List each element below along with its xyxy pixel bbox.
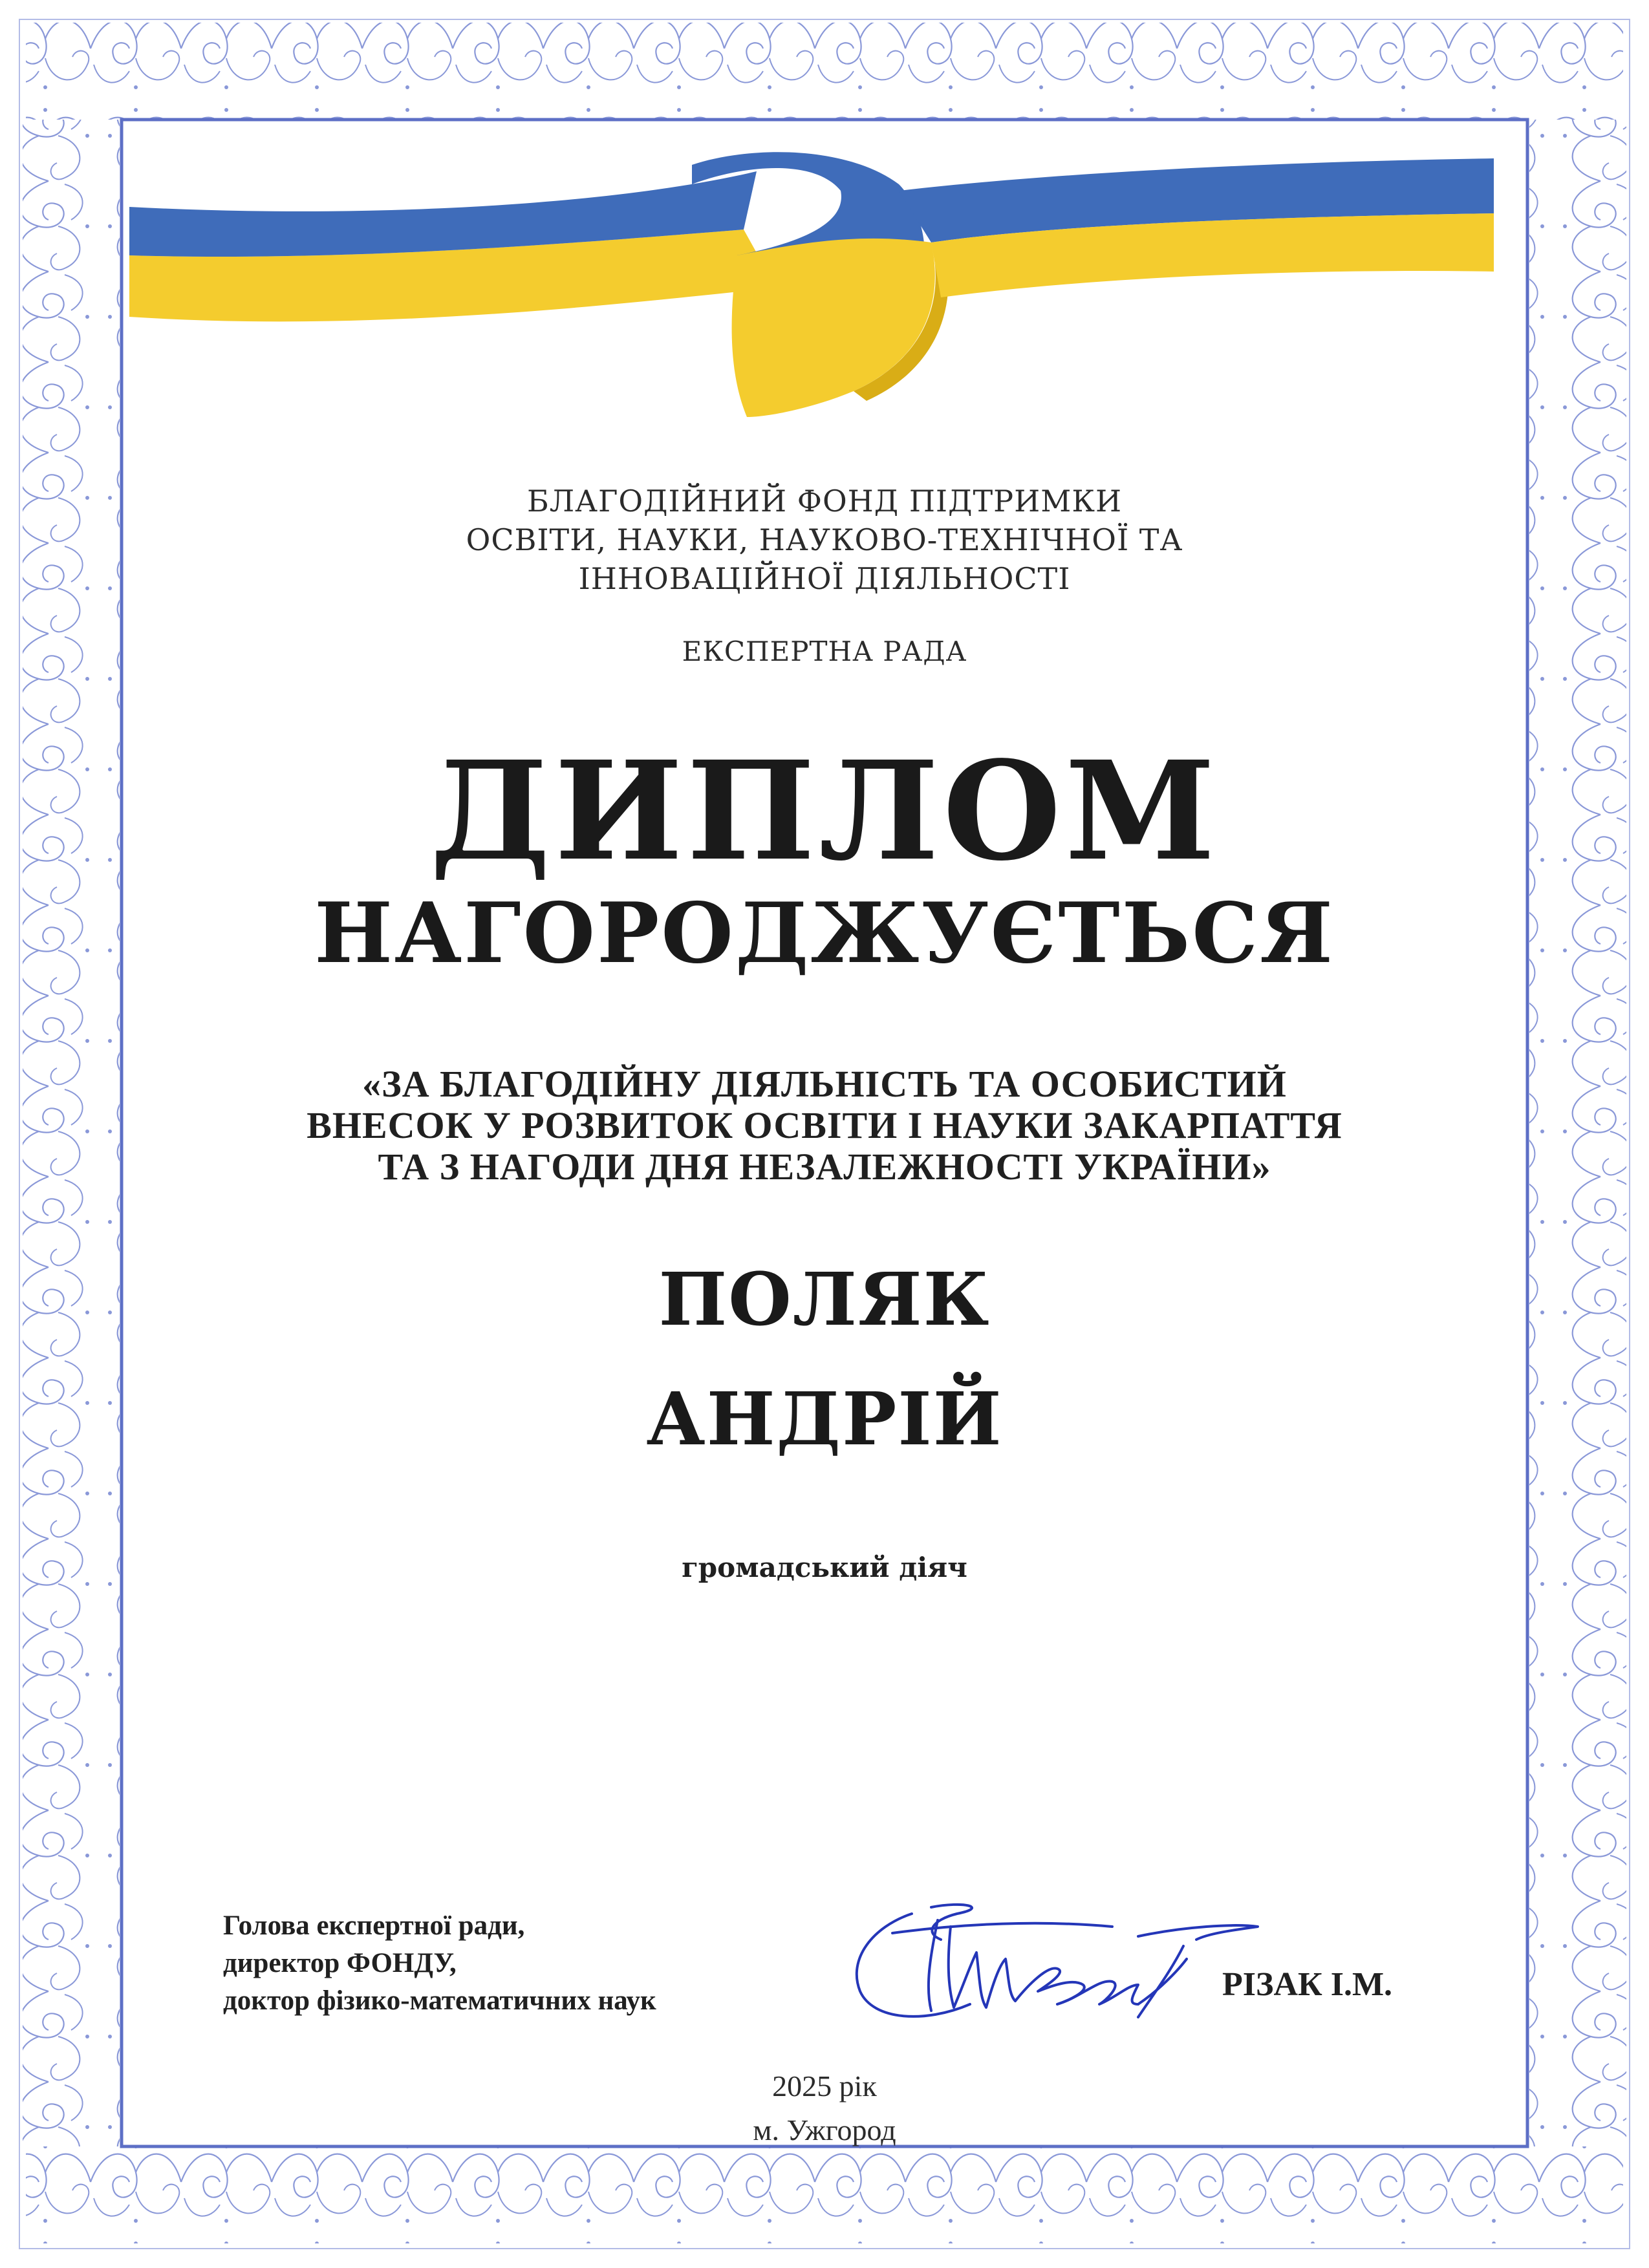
signatory-title [223, 1907, 656, 2020]
awarded-heading: НАГОРОДЖУЄТЬСЯ [314, 885, 1335, 982]
award-reason [0, 1064, 1649, 1188]
issue-year: 2025 рік [772, 2070, 877, 2102]
award-reason-line: ТА З НАГОДИ ДНЯ НЕЗАЛЕЖНОСТІ УКРАЇНИ» [378, 1146, 1271, 1188]
award-reason-line: ВНЕСОК У РОЗВИТОК ОСВІТИ І НАУКИ ЗАКАРПАТТЯ [307, 1104, 1342, 1146]
recipient-first-name: АНДРІЙ [646, 1377, 1003, 1462]
diploma-title: ДИПЛОМ [429, 731, 1220, 891]
handwritten-signature [834, 1888, 1261, 2037]
ukrainian-flag-ribbon-icon [129, 145, 1494, 430]
signatory-name: РІЗАК І.М. [1222, 1966, 1393, 2003]
organization-line: ОСВІТИ, НАУКИ, НАУКОВО-ТЕХНІЧНОЇ ТА [466, 522, 1183, 557]
issue-city: м. Ужгород [753, 2113, 896, 2146]
recipient-surname: ПОЛЯК [658, 1257, 991, 1342]
organization-line: ІННОВАЦІЙНОЇ ДІЯЛЬНОСТІ [578, 561, 1071, 596]
signatory-title-line: директор ФОНДУ, [223, 1948, 457, 1978]
signatory-title-line: Голова експертної ради, [223, 1910, 525, 1941]
recipient-role: громадський діяч [682, 1552, 967, 1583]
organization-name [0, 482, 1649, 598]
expert-council-label: ЕКСПЕРТНА РАДА [682, 636, 967, 667]
signatory-title-line: доктор фізико-математичних наук [223, 1985, 656, 2016]
organization-line: БЛАГОДІЙНИЙ ФОНД ПІДТРИМКИ [526, 484, 1123, 519]
award-reason-line: «ЗА БЛАГОДІЙНУ ДІЯЛЬНІСТЬ ТА ОСОБИСТИЙ [362, 1063, 1287, 1105]
